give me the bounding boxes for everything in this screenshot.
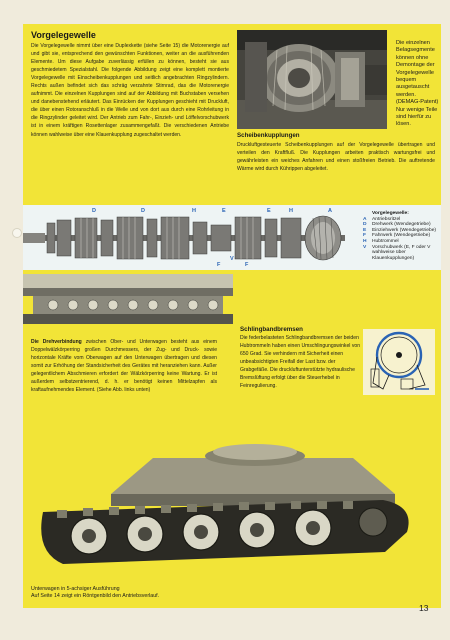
legend-text: Einziehwerk (Wendegetriebe) <box>372 227 437 233</box>
caption-line: Unterwagen in 5-achsiger Ausführung <box>31 586 120 592</box>
legend-key: V <box>363 244 367 250</box>
subsection-body: Druckluftgesteuerte Scheibenkupplungen auf der Vorgelegewelle übertragen und verteilen den Kraftfluß. Die Kupplungen arbeiten praktisch wartungsfrei und gewährleisten ein weiches Anfahren und einen stoßfreien Betrieb. Die auftretende Wärme wird durch Kührippen abgeleitet. <box>237 142 435 173</box>
legend-text: Drehwerk (Wendegetriebe) <box>372 222 431 228</box>
legend-key: E <box>363 227 367 233</box>
gearbox-label-f1: F <box>217 262 221 268</box>
photo-caption: Die einzelnen Belagsegmente können ohne Demontage der Vorgelegewelle bequem ausgetauscht werden. (DEMAG-Patent) Nur wenige Teile sind hierfür zu lösen. <box>396 40 439 128</box>
scheibenkupplungen-block <box>237 132 435 173</box>
gearbox-label-e1: E <box>222 208 226 214</box>
legend-text: Vorschubwerk (E, F oder V wahlweise über Klauenkupplungen) <box>372 244 431 261</box>
gearbox-section <box>23 205 441 270</box>
subsection-body: Die federbelasteten Schlingbandbremsen der beiden Hubtrommeln haben einen Umschlingungswinkel von 650 Grad. Sie verhindern mit Sicherheit einen unbeabsichtigten Freifall der Last bzw. der Grabgefäße. Die druckluftunterstützte hydraulische Bremslüftung erfolgt über die Steuerhebel in Feinregulierung. <box>240 335 361 390</box>
drehverbindung-section <box>23 270 441 402</box>
gearbox-legend <box>363 211 441 261</box>
gearbox-label-f2: F <box>245 262 249 268</box>
gearbox-label-a: A <box>328 208 332 214</box>
legend-key: D <box>363 222 367 228</box>
subsection-title: Scheibenkupplungen <box>237 132 300 139</box>
slewing-ring-drawing <box>23 270 233 334</box>
legend-text: Hubtrommel <box>372 238 399 244</box>
gearbox-label-h1: H <box>192 208 196 214</box>
clutch-photo <box>237 30 387 129</box>
gearbox-label-e2: E <box>267 208 271 214</box>
legend-text: Fahrwerk (Wendegetriebe) <box>372 233 431 239</box>
legend-key: H <box>363 238 367 244</box>
band-brake-diagram <box>363 329 435 395</box>
legend-item <box>363 245 441 262</box>
punch-hole <box>12 228 22 238</box>
legend-title: Vorgelegewelle: <box>372 211 409 216</box>
drehverbindung-lead: Die Drehverbindung <box>31 339 82 345</box>
gearbox-label-d1: D <box>92 208 96 214</box>
legend-text: Antriebsritzel <box>372 216 401 222</box>
drehverbindung-body: zwischen Ober- und Unterwagen besteht aus einem Doppelwälzkörperring großen Durchmessers, der Zug- und Druck- sowie horizontale Kräfte vom Oberwagen auf den Unterwagen übertragen und diesen somit zur Erhöhung der Standsicherheit des Gerätes mit heranziehen kann. Außer gelegentlichem Abschmieren erfordert der Wälzkörperring keine Wartung. Er ist außerdem selbstzentrierend, d. h. er benötigt keinen Mittelzapfen als kraftaufnehmendes Element. (Siehe Abb. links unten) <box>31 339 218 394</box>
vorgelegewelle-section <box>23 24 441 205</box>
caption-line: Auf Seite 14 zeigt ein Röntgenbild den Antriebsverlauf. <box>31 592 160 599</box>
schlingbandbremsen-block <box>240 326 364 390</box>
page-number: 13 <box>419 603 429 613</box>
legend-key: A <box>363 216 367 222</box>
undercarriage-caption <box>31 586 291 600</box>
gearbox-label-h2: H <box>289 208 293 214</box>
section-body: Die Vorgelegewelle nimmt über eine Duplexkette (siehe Seite 15) die Motorenergie auf und gibt sie, entsprechend den gewünschten Funktionen, weiter an die ausführenden Elemente. Um diese Aufgabe zuverlässig erfüllen zu können, besteht sie aus geschmiedetem Spezialstahl. Die folgende Abbildung zeigt eine komplett montierte Vorgelegewelle mit Einscheibenkupplungen und seitlich angebrachten Ringzylindern. Rechts außen befindet sich das schräg verzahnte Stirnrad, das die Motorenergie aufnimmt. Die einzelnen Kupplungen sind auf der Abbildung mit Buchstaben versehen und danebenstehend erläutert. Das Einrücken der Kupplungen geschieht mit Druckluft, die über einen Rotoranschluß in die Welle und von dort aus durch eine Rohrleitung in die Ringzylinder geleitet wird. Der Antrieb zum Fahr-, Einzieh- und Löffelvorschubwerk ist in einem kräftigen Rosettenlager zusammengefaßt. Die verschiedenen Antriebe können wahlweise über eine Klauenkupplung zugeschaltet werden. <box>31 43 229 138</box>
drehverbindung-text <box>31 338 217 394</box>
gearbox-shaft-drawing <box>23 215 363 261</box>
section-title: Vorgelegewelle <box>31 30 96 40</box>
undercarriage-photo <box>23 402 441 586</box>
gearbox-label-v: V <box>230 256 234 262</box>
gearbox-label-d2: D <box>141 208 145 214</box>
legend-key: F <box>363 233 366 239</box>
unterwagen-section <box>23 402 441 608</box>
subsection-title: Schlingbandbremsen <box>240 326 303 333</box>
